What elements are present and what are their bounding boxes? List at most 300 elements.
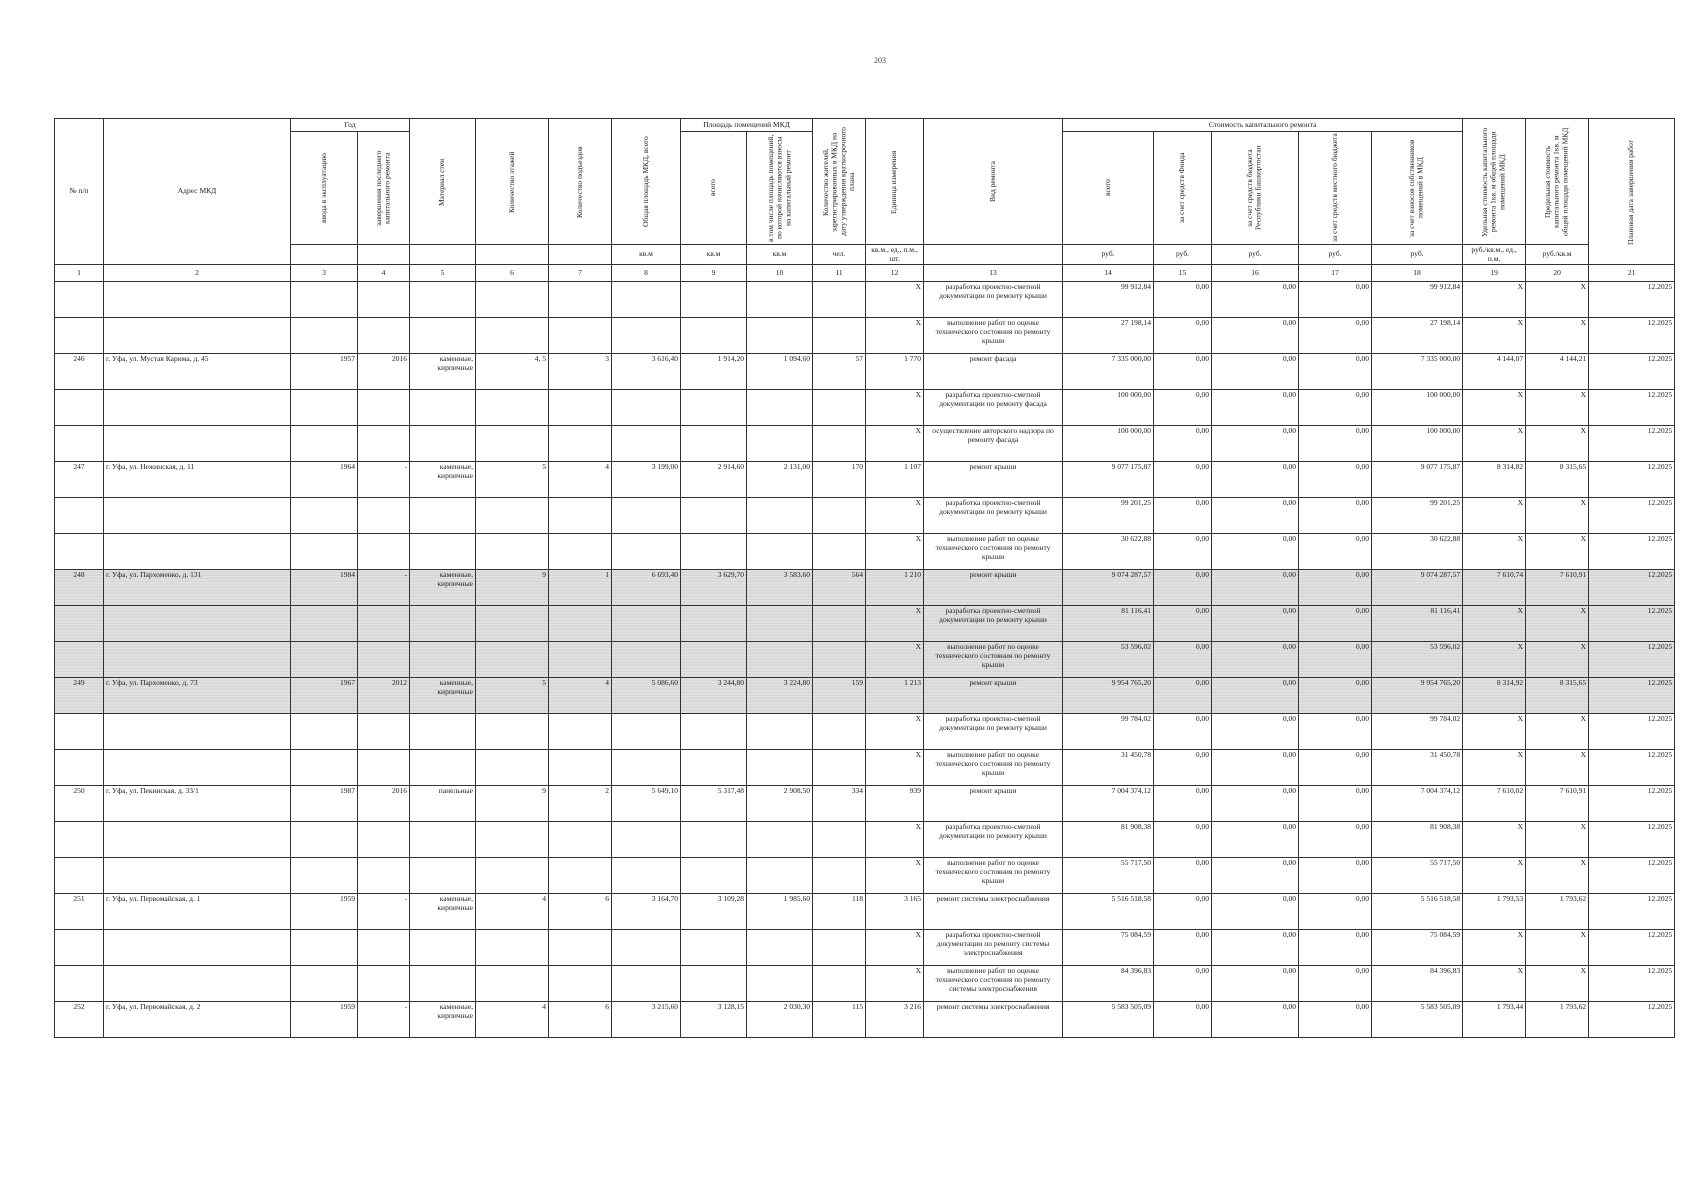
cell-planned-date: 12.2025 (1589, 570, 1675, 606)
cell-cost-total: 81 116,41 (1063, 606, 1154, 642)
cell-wall-material (410, 282, 476, 318)
unit-cell: кв.м (681, 245, 747, 265)
cell-cost-republic: 0,00 (1212, 822, 1299, 858)
cell-unit-cost: X (1463, 498, 1526, 534)
page-number: 203 (874, 56, 886, 65)
header-col9: всего (681, 132, 747, 245)
cell-cost-fund: 0,00 (1154, 282, 1212, 318)
col-number: 3 (291, 265, 358, 282)
col-number: 11 (813, 265, 866, 282)
cell-row-number (55, 858, 104, 894)
cell-residents (813, 714, 866, 750)
cell-entrances (549, 498, 612, 534)
header-col19: Удельная стоимость капитального ремонта 1кв. м общей площади помещений МКД (1463, 119, 1526, 245)
cell-repair-type: выполнение работ по оценке технического состояния по ремонту крыши (924, 318, 1063, 354)
cell-repair-type: выполнение работ по оценке технического состояния по ремонту крыши (924, 534, 1063, 570)
cell-cost-local: 0,00 (1299, 714, 1372, 750)
cell-year-built (291, 282, 358, 318)
cell-cost-total: 75 084,59 (1063, 930, 1154, 966)
table-row (55, 318, 1675, 354)
cell-cost-republic: 0,00 (1212, 282, 1299, 318)
cell-cost-owners: 7 335 000,00 (1372, 354, 1463, 390)
cell-max-unit-cost: X (1526, 534, 1589, 570)
cell-address (104, 282, 291, 318)
col-number: 20 (1526, 265, 1589, 282)
cell-residents (813, 858, 866, 894)
cell-row-number (55, 750, 104, 786)
cell-premises-area (681, 426, 747, 462)
cell-row-number (55, 822, 104, 858)
cell-premises-area-contrib (747, 534, 813, 570)
cell-planned-date: 12.2025 (1589, 426, 1675, 462)
cell-cost-local: 0,00 (1299, 966, 1372, 1002)
cell-entrances (549, 930, 612, 966)
cell-year-built: 1987 (291, 786, 358, 822)
cell-year-last-repair (358, 318, 410, 354)
cell-unit-cost: X (1463, 714, 1526, 750)
cell-repair-type: выполнение работ по оценке технического состояния по ремонту крыши (924, 750, 1063, 786)
cell-residents (813, 426, 866, 462)
cell-floors: 9 (476, 786, 549, 822)
unit-cell: руб. (1372, 245, 1463, 265)
cell-unit-of-measure: 1 770 (866, 354, 924, 390)
cell-year-built (291, 642, 358, 678)
cell-wall-material (410, 714, 476, 750)
cell-unit-of-measure: X (866, 858, 924, 894)
cell-premises-area-contrib (747, 498, 813, 534)
cell-max-unit-cost: X (1526, 426, 1589, 462)
cell-year-built (291, 930, 358, 966)
cell-unit-of-measure: X (866, 822, 924, 858)
cell-premises-area-contrib: 2 030,30 (747, 1002, 813, 1038)
cell-cost-republic: 0,00 (1212, 966, 1299, 1002)
cell-cost-fund: 0,00 (1154, 894, 1212, 930)
col-number: 13 (924, 265, 1063, 282)
cell-cost-fund: 0,00 (1154, 570, 1212, 606)
cell-cost-total: 81 908,38 (1063, 822, 1154, 858)
table-row (55, 498, 1675, 534)
cell-total-area (612, 282, 681, 318)
cell-premises-area-contrib (747, 642, 813, 678)
cell-repair-type: ремонт крыши (924, 786, 1063, 822)
header-col20: Предельная стоимость капитального ремонта 1кв. м общей площади помещений МКД (1526, 119, 1589, 245)
cell-premises-area-contrib (747, 282, 813, 318)
cell-year-last-repair (358, 390, 410, 426)
cell-residents (813, 318, 866, 354)
cell-unit-of-measure: X (866, 966, 924, 1002)
cell-row-number: 250 (55, 786, 104, 822)
cell-premises-area (681, 822, 747, 858)
cell-year-last-repair: 2016 (358, 786, 410, 822)
cell-cost-local: 0,00 (1299, 786, 1372, 822)
cell-unit-cost: X (1463, 390, 1526, 426)
cell-total-area (612, 426, 681, 462)
cell-wall-material (410, 930, 476, 966)
cell-max-unit-cost: 7 610,91 (1526, 786, 1589, 822)
cell-cost-owners: 5 516 518,58 (1372, 894, 1463, 930)
cell-cost-fund: 0,00 (1154, 426, 1212, 462)
cell-repair-type: выполнение работ по оценке технического состояния по ремонту системы электроснабжения (924, 966, 1063, 1002)
cell-cost-owners: 81 908,38 (1372, 822, 1463, 858)
cell-cost-local: 0,00 (1299, 822, 1372, 858)
capital-repair-table (54, 118, 1675, 1038)
cell-cost-owners: 9 074 287,57 (1372, 570, 1463, 606)
header-col2: Адрес МКД (104, 119, 291, 265)
cell-premises-area (681, 714, 747, 750)
header-row-1 (55, 119, 1675, 132)
cell-premises-area-contrib: 1 985,60 (747, 894, 813, 930)
cell-total-area (612, 966, 681, 1002)
col-number: 5 (410, 265, 476, 282)
cell-total-area (612, 750, 681, 786)
cell-address: г. Уфа, ул. Первомайская, д. 1 (104, 894, 291, 930)
cell-residents (813, 966, 866, 1002)
cell-planned-date: 12.2025 (1589, 750, 1675, 786)
cell-floors (476, 642, 549, 678)
table-row (55, 642, 1675, 678)
cell-cost-total: 30 622,88 (1063, 534, 1154, 570)
cell-row-number (55, 498, 104, 534)
cell-cost-fund: 0,00 (1154, 966, 1212, 1002)
cell-cost-owners: 30 622,88 (1372, 534, 1463, 570)
cell-cost-total: 7 335 000,00 (1063, 354, 1154, 390)
cell-year-built: 1959 (291, 1002, 358, 1038)
cell-wall-material (410, 858, 476, 894)
cell-entrances: 4 (549, 462, 612, 498)
cell-year-built (291, 966, 358, 1002)
cell-cost-owners: 9 077 175,87 (1372, 462, 1463, 498)
cell-address: г. Уфа, ул. Пархоменко, д. 131 (104, 570, 291, 606)
header-col18: за счет взносов собственников помещений в МКД (1372, 132, 1463, 245)
cell-premises-area-contrib (747, 606, 813, 642)
cell-row-number (55, 390, 104, 426)
cell-year-built: 1957 (291, 354, 358, 390)
cell-cost-fund: 0,00 (1154, 606, 1212, 642)
cell-unit-of-measure: X (866, 930, 924, 966)
table-row (55, 858, 1675, 894)
unit-cell: кв.м (747, 245, 813, 265)
header-col13: Вид ремонта (924, 119, 1063, 245)
col-number: 10 (747, 265, 813, 282)
cell-wall-material: каменные, кирпичные (410, 354, 476, 390)
cell-year-built (291, 426, 358, 462)
table-row (55, 534, 1675, 570)
cell-cost-total: 100 000,00 (1063, 426, 1154, 462)
cell-address (104, 714, 291, 750)
cell-entrances (549, 966, 612, 1002)
cell-year-last-repair: - (358, 1002, 410, 1038)
cell-unit-cost: X (1463, 534, 1526, 570)
cell-unit-of-measure: X (866, 714, 924, 750)
cell-row-number (55, 318, 104, 354)
cell-cost-owners: 31 450,78 (1372, 750, 1463, 786)
cell-planned-date: 12.2025 (1589, 966, 1675, 1002)
cell-max-unit-cost: X (1526, 318, 1589, 354)
cell-cost-owners: 9 954 765,20 (1372, 678, 1463, 714)
cell-entrances (549, 750, 612, 786)
cell-planned-date: 12.2025 (1589, 858, 1675, 894)
cell-address: г. Уфа, ул. Нежинская, д. 11 (104, 462, 291, 498)
cell-unit-cost: X (1463, 966, 1526, 1002)
cell-year-last-repair: - (358, 462, 410, 498)
cell-unit-of-measure: 1 107 (866, 462, 924, 498)
col-number: 7 (549, 265, 612, 282)
cell-max-unit-cost: X (1526, 750, 1589, 786)
cell-total-area (612, 318, 681, 354)
cell-wall-material (410, 318, 476, 354)
col-number: 2 (104, 265, 291, 282)
table-row (55, 822, 1675, 858)
cell-repair-type: выполнение работ по оценке технического состояния по ремонту крыши (924, 858, 1063, 894)
cell-floors (476, 282, 549, 318)
cell-residents (813, 534, 866, 570)
cell-year-last-repair (358, 426, 410, 462)
cell-cost-fund: 0,00 (1154, 678, 1212, 714)
cell-total-area: 3 616,40 (612, 354, 681, 390)
cell-unit-cost: 1 793,44 (1463, 1002, 1526, 1038)
cell-row-number (55, 714, 104, 750)
cell-cost-republic: 0,00 (1212, 894, 1299, 930)
cell-premises-area-contrib (747, 750, 813, 786)
cell-premises-area (681, 318, 747, 354)
cell-unit-of-measure: X (866, 426, 924, 462)
cell-cost-local: 0,00 (1299, 642, 1372, 678)
cell-row-number: 246 (55, 354, 104, 390)
cell-cost-republic: 0,00 (1212, 858, 1299, 894)
cell-year-built (291, 606, 358, 642)
cell-total-area (612, 642, 681, 678)
cell-cost-local: 0,00 (1299, 570, 1372, 606)
cell-cost-local: 0,00 (1299, 390, 1372, 426)
cell-cost-fund: 0,00 (1154, 390, 1212, 426)
cell-floors (476, 390, 549, 426)
cell-cost-local: 0,00 (1299, 1002, 1372, 1038)
cell-year-built (291, 858, 358, 894)
cell-wall-material: каменные, кирпичные (410, 894, 476, 930)
cell-max-unit-cost: X (1526, 642, 1589, 678)
cell-cost-local: 0,00 (1299, 678, 1372, 714)
col-number: 12 (866, 265, 924, 282)
cell-entrances (549, 714, 612, 750)
cell-entrances (549, 642, 612, 678)
cell-cost-total: 9 077 175,87 (1063, 462, 1154, 498)
cell-cost-republic: 0,00 (1212, 930, 1299, 966)
cell-cost-republic: 0,00 (1212, 678, 1299, 714)
cell-row-number: 249 (55, 678, 104, 714)
cell-cost-total: 53 596,02 (1063, 642, 1154, 678)
col-number: 21 (1589, 265, 1675, 282)
cell-year-last-repair (358, 822, 410, 858)
table-body (55, 282, 1675, 1038)
cell-residents (813, 642, 866, 678)
cell-year-last-repair (358, 714, 410, 750)
cell-premises-area-contrib: 3 224,80 (747, 678, 813, 714)
col-number: 14 (1063, 265, 1154, 282)
col-number: 16 (1212, 265, 1299, 282)
cell-year-built (291, 318, 358, 354)
cell-unit-cost: 8 314,92 (1463, 678, 1526, 714)
cell-repair-type: ремонт системы электроснабжения (924, 1002, 1063, 1038)
table-row (55, 282, 1675, 318)
cell-entrances (549, 426, 612, 462)
cell-entrances (549, 534, 612, 570)
cell-cost-fund: 0,00 (1154, 642, 1212, 678)
cell-premises-area: 3 629,70 (681, 570, 747, 606)
cell-cost-fund: 0,00 (1154, 354, 1212, 390)
cell-total-area: 6 693,40 (612, 570, 681, 606)
cell-entrances: 6 (549, 1002, 612, 1038)
cell-cost-owners: 99 912,84 (1372, 282, 1463, 318)
cell-unit-cost: X (1463, 930, 1526, 966)
cell-wall-material (410, 498, 476, 534)
cell-unit-cost: 7 610,02 (1463, 786, 1526, 822)
cell-max-unit-cost: 1 793,62 (1526, 894, 1589, 930)
table-row (55, 354, 1675, 390)
cell-entrances: 2 (549, 786, 612, 822)
cell-total-area: 3 215,60 (612, 1002, 681, 1038)
cell-floors (476, 714, 549, 750)
cell-total-area (612, 858, 681, 894)
cell-year-built (291, 750, 358, 786)
cell-entrances (549, 318, 612, 354)
cell-max-unit-cost: X (1526, 390, 1589, 426)
unit-cell: руб. (1299, 245, 1372, 265)
header-col12: Единица измерения (866, 119, 924, 245)
cell-floors (476, 318, 549, 354)
cell-address (104, 498, 291, 534)
cell-address: г. Уфа, ул. Пархоменко, д. 73 (104, 678, 291, 714)
cell-cost-owners: 75 084,59 (1372, 930, 1463, 966)
col-number: 18 (1372, 265, 1463, 282)
cell-cost-republic: 0,00 (1212, 534, 1299, 570)
unit-cell: кв.м (612, 245, 681, 265)
cell-unit-cost: 7 610,74 (1463, 570, 1526, 606)
cell-cost-total: 31 450,78 (1063, 750, 1154, 786)
cell-unit-cost: 8 314,82 (1463, 462, 1526, 498)
header-col4: завершения последнего капитального ремонта (358, 132, 410, 245)
table-row (55, 1002, 1675, 1038)
cell-premises-area (681, 498, 747, 534)
cell-premises-area-contrib: 3 583,60 (747, 570, 813, 606)
cell-year-last-repair (358, 606, 410, 642)
cell-entrances (549, 390, 612, 426)
cell-cost-republic: 0,00 (1212, 1002, 1299, 1038)
cell-residents: 170 (813, 462, 866, 498)
cell-floors (476, 930, 549, 966)
table-row (55, 966, 1675, 1002)
cell-premises-area-contrib (747, 858, 813, 894)
cell-total-area: 5 649,10 (612, 786, 681, 822)
cell-cost-local: 0,00 (1299, 318, 1372, 354)
cell-year-last-repair (358, 534, 410, 570)
cell-year-built (291, 390, 358, 426)
cell-floors (476, 534, 549, 570)
cell-cost-local: 0,00 (1299, 462, 1372, 498)
cell-premises-area (681, 930, 747, 966)
cell-wall-material: каменные, кирпичные (410, 570, 476, 606)
cell-wall-material: каменные, кирпичные (410, 678, 476, 714)
cell-premises-area (681, 858, 747, 894)
cell-year-last-repair (358, 858, 410, 894)
cell-residents (813, 390, 866, 426)
cell-cost-republic: 0,00 (1212, 426, 1299, 462)
cell-premises-area (681, 966, 747, 1002)
col-number: 4 (358, 265, 410, 282)
cell-unit-of-measure: 1 213 (866, 678, 924, 714)
cell-floors (476, 822, 549, 858)
cell-unit-of-measure: 3 216 (866, 1002, 924, 1038)
cell-residents: 57 (813, 354, 866, 390)
cell-repair-type: разработка проектно-сметной документации по ремонту фасада (924, 390, 1063, 426)
cell-repair-type: разработка проектно-сметной документации по ремонту крыши (924, 822, 1063, 858)
cell-wall-material: каменные, кирпичные (410, 462, 476, 498)
cell-address (104, 642, 291, 678)
unit-cell: руб./кв.м (1526, 245, 1589, 265)
cell-cost-owners: 84 396,83 (1372, 966, 1463, 1002)
header-col3: ввода в эксплуатацию (291, 132, 358, 245)
cell-unit-cost: X (1463, 282, 1526, 318)
cell-row-number: 251 (55, 894, 104, 930)
cell-total-area: 3 164,70 (612, 894, 681, 930)
cell-cost-local: 0,00 (1299, 750, 1372, 786)
cell-floors: 5 (476, 462, 549, 498)
cell-unit-of-measure: 1 210 (866, 570, 924, 606)
cell-entrances (549, 282, 612, 318)
cell-total-area (612, 714, 681, 750)
cell-planned-date: 12.2025 (1589, 282, 1675, 318)
cell-year-last-repair (358, 642, 410, 678)
cell-max-unit-cost: 8 315,65 (1526, 462, 1589, 498)
cell-year-last-repair (358, 282, 410, 318)
cell-cost-fund: 0,00 (1154, 930, 1212, 966)
cell-cost-local: 0,00 (1299, 354, 1372, 390)
cell-year-built (291, 822, 358, 858)
cell-premises-area-contrib (747, 318, 813, 354)
cell-repair-type: выполнение работ по оценке технического состояния по ремонту крыши (924, 642, 1063, 678)
cell-cost-local: 0,00 (1299, 606, 1372, 642)
cell-planned-date: 12.2025 (1589, 462, 1675, 498)
cell-floors (476, 606, 549, 642)
cell-max-unit-cost: X (1526, 282, 1589, 318)
cell-floors (476, 498, 549, 534)
cell-unit-of-measure: X (866, 282, 924, 318)
header-col5: Материал стен (410, 119, 476, 245)
cell-cost-owners: 99 201,25 (1372, 498, 1463, 534)
cell-wall-material (410, 822, 476, 858)
cell-premises-area: 3 109,28 (681, 894, 747, 930)
cell-year-last-repair (358, 750, 410, 786)
header-col15: за счет средств Фонда (1154, 132, 1212, 245)
cell-cost-owners: 100 000,00 (1372, 390, 1463, 426)
cell-cost-total: 55 717,50 (1063, 858, 1154, 894)
table-row (55, 426, 1675, 462)
cell-unit-of-measure: 939 (866, 786, 924, 822)
cell-cost-total: 9 074 287,57 (1063, 570, 1154, 606)
cell-max-unit-cost: X (1526, 498, 1589, 534)
cell-year-built (291, 714, 358, 750)
cell-floors: 4, 5 (476, 354, 549, 390)
cell-year-last-repair: - (358, 570, 410, 606)
table-row (55, 462, 1675, 498)
cell-total-area: 5 086,60 (612, 678, 681, 714)
cell-cost-republic: 0,00 (1212, 354, 1299, 390)
cell-repair-type: ремонт крыши (924, 570, 1063, 606)
cell-wall-material (410, 642, 476, 678)
cell-cost-owners: 81 116,41 (1372, 606, 1463, 642)
cell-cost-total: 9 954 765,20 (1063, 678, 1154, 714)
cell-cost-republic: 0,00 (1212, 750, 1299, 786)
cell-unit-cost: X (1463, 858, 1526, 894)
